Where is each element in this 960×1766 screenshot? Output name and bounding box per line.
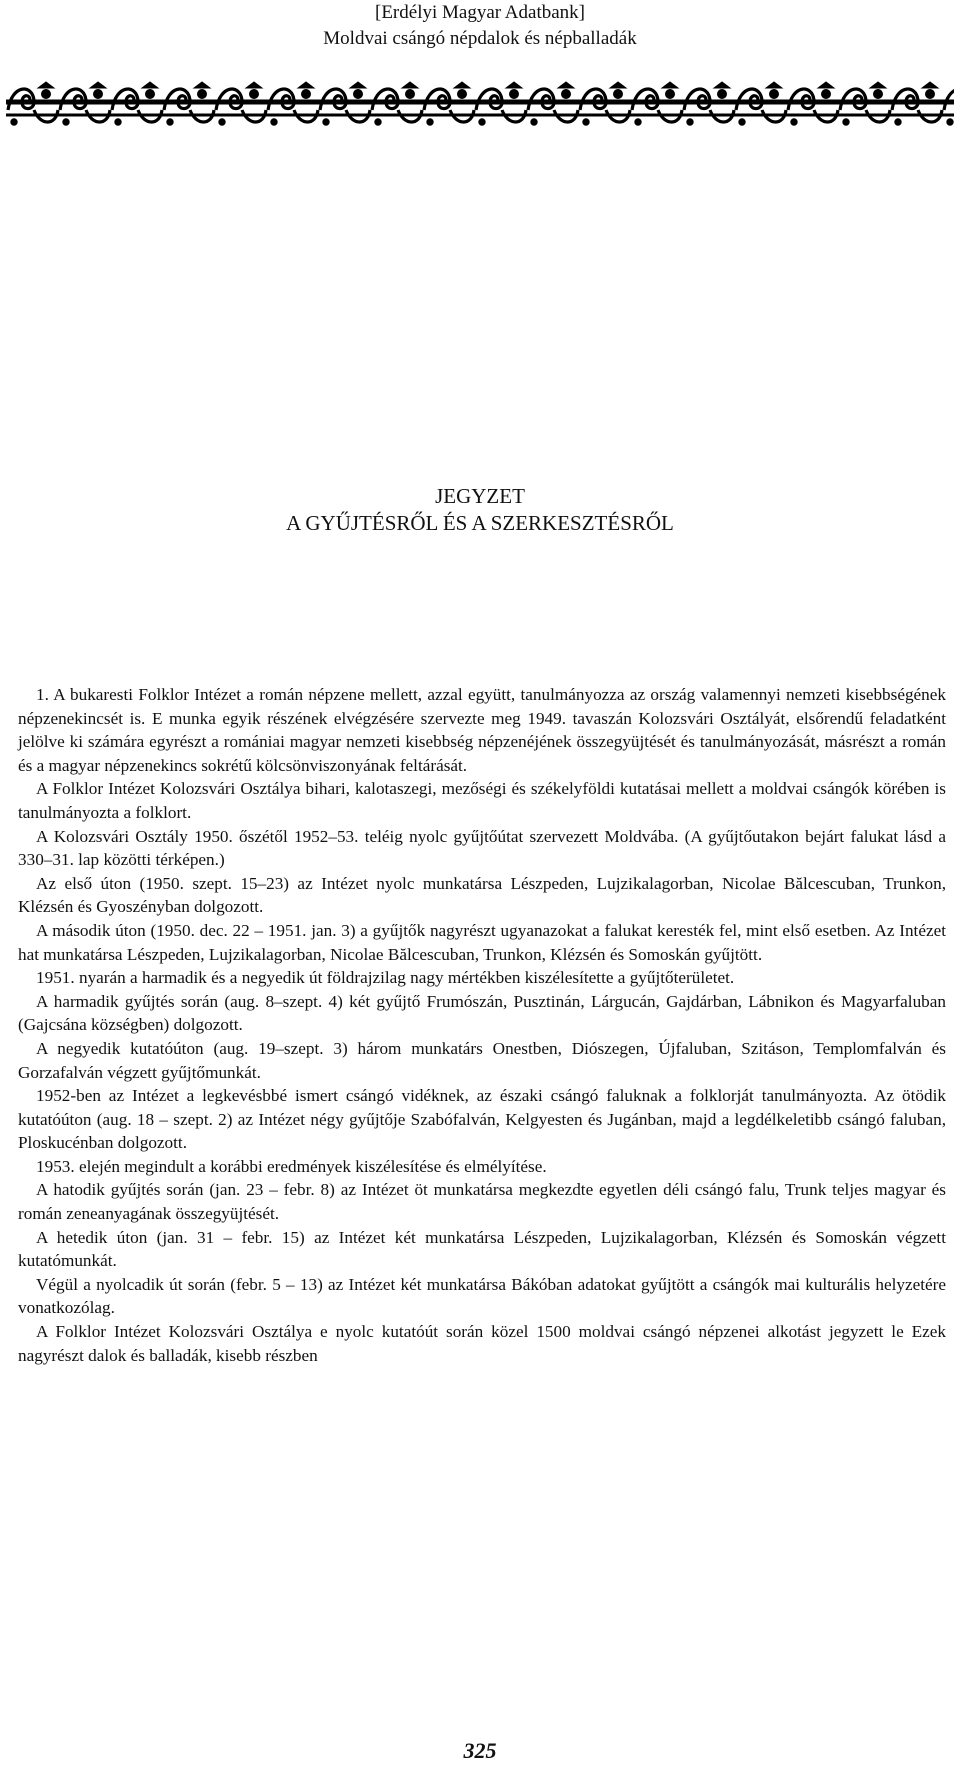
paragraph: 1953. elején megindult a korábbi eredmények kiszélesítése és elmélyítése. [36,1156,547,1176]
site-name[interactable]: [Erdélyi Magyar Adatbank] [375,2,585,23]
paragraph: 1952-ben az Intézet a legkevésbbé ismert csángó vidéknek, az északi csángó faluknak a folklorját tanulmányozta. Az ötödik kutatóúton (aug. 18 – szept. 2) az Intézet négy gyűjtője Szabófalván, Kelgyesten és Jugánban, majd a legdélkeletibb csángó faluban, Ploskucénban dolgozott. [18,1086,946,1153]
page-number: 325 [463,1738,497,1763]
paragraph: A negyedik kutatóúton (aug. 19–szept. 3) három munkatárs Onestben, Diószegen, Újfaluban, Szitáson, Templomfalván és Gorzafalván végzett gyűjtőmunkát. [18,1038,946,1082]
folk-ornament-border-icon [6,80,954,130]
paragraph: 1. A bukaresti Folklor Intézet a román népzene mellett, azzal együtt, tanulmányozza az ország valamennyi nemzeti kisebbségének népzenekincsét is. E munka egyik részének elvégzésére szervezte meg 1949. tavaszán Kolozsvári Osztályát, elsőrendű feladatként jelölve ki számára egyrészt a romániai magyar nemzeti kisebbség népzenéjének összegyüjtését és tanulmányozását, másrészt a román és a magyar népzenekincs sokrétű kölcsönviszonyának feltárását. [18,685,946,775]
paragraph: Végül a nyolcadik út során (febr. 5 – 13) az Intézet két munkatársa Bákóban adatokat gyűjtött a csángók mai kulturális helyzetére vonatkozólag. [18,1274,946,1318]
paragraph: A Kolozsvári Osztály 1950. őszétől 1952–53. teléig nyolc gyűjtőútat szervezett Moldvába. (A gyűjtőutakon bejárt falukat lásd a 330–31. lap közötti térképen.) [18,826,946,870]
title-main: JEGYZET [435,484,525,508]
paragraph: Az első úton (1950. szept. 15–23) az Intézet nyolc munkatársa Lészpeden, Lujzikalagorban, Nicolae Bălcescuban, Trunkon, Klézsén és Gyoszényban dolgozott. [18,873,946,917]
body-text [18,683,946,1367]
paragraph: A hatodik gyűjtés során (jan. 23 – febr. 8) az Intézet öt munkatársa megkezdte egyetlen déli csángó falu, Trunk teljes magyar és román zeneanyagának összegyüjtését. [18,1180,946,1224]
book-title: Moldvai csángó népdalok és népballadák [323,28,637,49]
page-header [0,0,960,52]
paragraph: A második úton (1950. dec. 22 – 1951. jan. 3) a gyűjtők nagyrészt ugyanazokat a falukat keresték fel, mint első esetben. Az Intézet hat munkatársa Lészpeden, Lujzikalagorban, Nicolae Bălcescuban, Trunkon, Klézsén és Somoskán gyűjtött. [18,920,946,964]
section-title [0,483,960,537]
title-sub: A GYŰJTÉSRŐL ÉS A SZERKESZTÉSRŐL [286,511,674,535]
paragraph: A Folklor Intézet Kolozsvári Osztálya e nyolc kutatóút során közel 1500 moldvai csángó népzenei alkotást jegyzett le Ezek nagyrészt dalok és balladák, kisebb részben [18,1322,946,1365]
paragraph: A hetedik úton (jan. 31 – febr. 15) az Intézet két munkatársa Lészpeden, Lujzikalagorban, Klézsén és Somoskán végzett kutatómunkát. [18,1227,946,1271]
paragraph: A Folklor Intézet Kolozsvári Osztálya bihari, kalotaszegi, mezőségi és székelyföldi kutatásai mellett a moldvai csángók körében is tanulmányozta a folklort. [18,779,946,822]
paragraph: 1951. nyarán a harmadik és a negyedik út földrajzilag nagy mértékben kiszélesítette a gyűjtőterületet. [36,968,735,988]
paragraph: A harmadik gyűjtés során (aug. 8–szept. 4) két gyűjtő Frumószán, Pusztinán, Lárgucán, Gajdárban, Lábnikon és Magyarfaluban (Gajcsána községben) dolgozott. [18,991,946,1035]
